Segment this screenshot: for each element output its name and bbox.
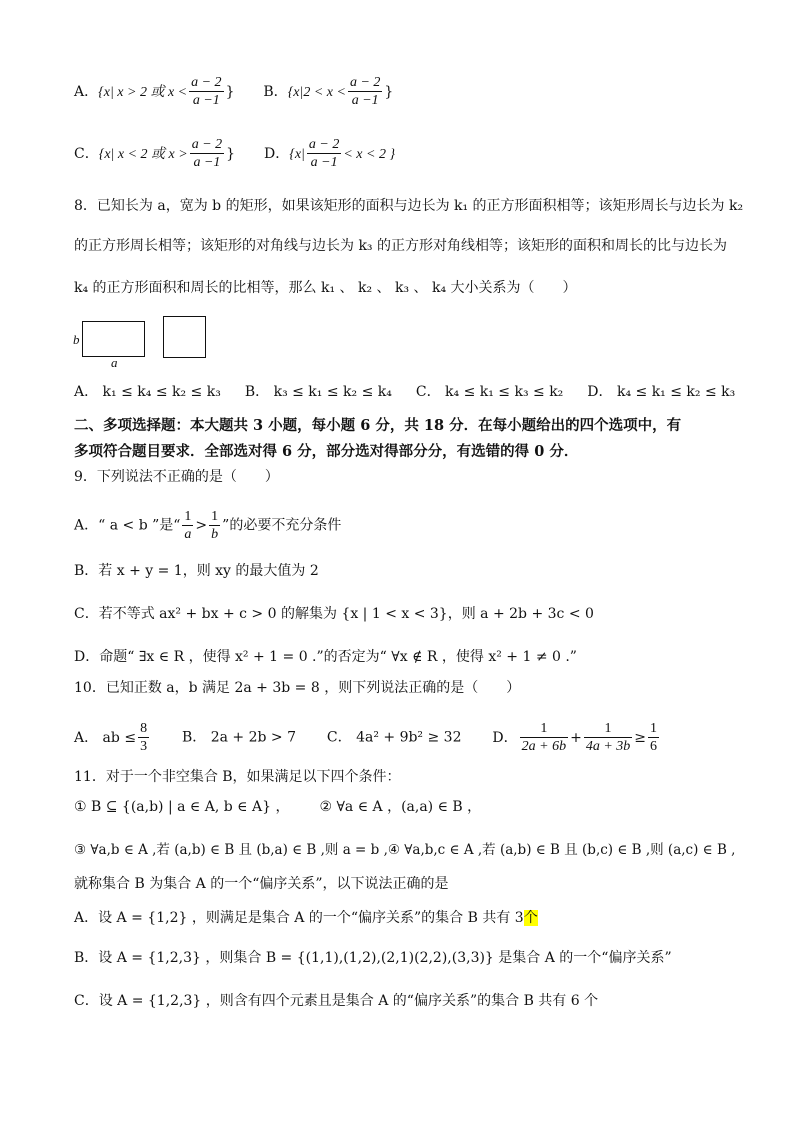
q8-stem-line-1: 8．已知长为 a，宽为 b 的矩形，如果该矩形的面积与边长为 k₁ 的正方形面积相等；该矩形周长与边长为 k₂ [74, 198, 744, 214]
q7-option-c-fraction [190, 136, 224, 171]
q9-stem: 9．下列说法不正确的是（ ） [74, 469, 279, 485]
section-2-heading-line-1: 二、多项选择题：本大题共 3 小题，每小题 6 分，共 18 分．在每小题给出的四个选项中，有 [74, 417, 682, 434]
q7-option-b-label: B． [263, 83, 288, 100]
q11-stem: 11．对于一个非空集合 B，如果满足以下四个条件： [74, 769, 401, 785]
q9-option-a-post: ”的必要不充分条件 [222, 517, 342, 534]
q7-option-d-pre: {x| [289, 146, 305, 162]
q7-option-d-den: a −1 [310, 155, 338, 170]
q7-options-ab [74, 74, 393, 109]
q7-option-c-pre: {x| x < 2 或 x > [98, 146, 188, 162]
q7-option-a-post: } [225, 83, 235, 100]
q8-square [163, 316, 206, 358]
q10-option-a-frac [138, 720, 149, 755]
q9-option-a-frac1 [182, 508, 193, 543]
q11-condition-2: ② ∀a ∈ A ，(a,a) ∈ B ， [319, 799, 482, 815]
section-2-heading-line-2: 多项符合题目要求．全部选对得 6 分，部分选对得部分分，有选错的得 0 分． [74, 443, 579, 460]
q11-option-c: C．设 A = {1,2,3} ，则含有四个元素且是集合 A 的“偏序关系”的集合 B 共有 6 个 [74, 993, 599, 1009]
q10-option-d-den2: 4a + 3b [585, 739, 631, 754]
q7-option-d-post: < x < 2 } [343, 146, 396, 162]
q10-option-d-frac1 [520, 720, 568, 755]
q10-option-d-num3: 1 [650, 721, 658, 736]
q8-options [74, 382, 735, 402]
q8-option-b: B． k₃ ≤ k₁ ≤ k₂ ≤ k₄ [244, 384, 392, 400]
q7-option-b-pre: {x|2 < x < [287, 84, 346, 100]
q11-option-a-highlight: 个 [523, 910, 538, 926]
q10-option-d-num2: 1 [584, 720, 632, 738]
q10-option-d-den1: 2a + 6b [521, 739, 567, 754]
q10-option-a [74, 721, 151, 754]
q10-options [74, 720, 661, 755]
q9-option-a-den2: b [211, 527, 219, 542]
q7-option-b-post: } [384, 83, 394, 100]
q7-option-a-den: a −1 [192, 93, 220, 108]
q11-conditions-3-4: ③ ∀a,b ∈ A ,若 (a,b) ∈ B 且 (b,a) ∈ B ,则 a = b ,④ ∀a,b,c ∈ A ,若 (a,b) ∈ B 且 (b,c) ∈ B ,则 (a,c) ∈ B , [74, 842, 736, 858]
q10-option-d-frac2 [584, 720, 632, 755]
q11-option-a-text: A．设 A = {1,2} ，则满足是集合 A 的一个“偏序关系”的集合 B 共有 3 [74, 910, 524, 926]
q11-definition: 就称集合 B 为集合 A 的一个“偏序关系”，以下说法正确的是 [74, 876, 449, 892]
q7-option-c [74, 137, 240, 170]
q11-option-a [74, 908, 538, 928]
q9-option-a-frac2 [209, 508, 220, 543]
q9-option-a-den1: a [184, 527, 192, 542]
q10-option-d-frac3 [648, 720, 659, 755]
q8-option-d: D． k₄ ≤ k₁ ≤ k₂ ≤ k₃ [587, 384, 736, 400]
q10-stem: 10．已知正数 a，b 满足 2a + 3b = 8 ，则下列说法正确的是（ ） [74, 680, 521, 696]
q10-option-d-num1: 1 [520, 720, 568, 738]
q10-option-d [492, 721, 661, 754]
q10-option-a-den: 3 [140, 739, 148, 754]
q10-option-c: C． 4a² + 9b² ≥ 32 [326, 729, 462, 746]
q10-option-d-plus: + [570, 729, 582, 746]
q10-option-d-label: D． [492, 729, 518, 746]
q9-option-b: B．若 x + y = 1，则 xy 的最大值为 2 [74, 563, 319, 579]
q11-option-b: B．设 A = {1,2,3} ，则集合 B = {(1,1),(1,2),(2,1)(2,2),(3,3)} 是集合 A 的一个“偏序关系” [74, 950, 672, 966]
q8-option-a: A． k₁ ≤ k₄ ≤ k₂ ≤ k₃ [74, 384, 221, 400]
q7-option-c-den: a −1 [193, 155, 221, 170]
q7-option-d-fraction [307, 136, 341, 171]
q7-option-b-fraction [348, 74, 382, 109]
q8-stem-line-3: k₄ 的正方形面积和周长的比相等，那么 k₁ 、 k₂ 、 k₃ 、 k₄ 大小关系为（ ） [74, 280, 577, 296]
q7-option-b-num: a − 2 [349, 75, 381, 90]
q9-option-a-num1: 1 [184, 509, 192, 524]
q7-option-a [74, 75, 239, 108]
q7-option-a-label: A． [74, 83, 99, 100]
q7-option-a-num: a − 2 [191, 75, 222, 90]
q8-stem-line-2: 的正方形周长相等；该矩形的对角线与边长为 k₃ 的正方形对角线相等；该矩形的面积和周长的比与边长为 [74, 238, 727, 254]
q7-options-cd [74, 136, 395, 171]
q9-option-a-pre: A．“ a < b ”是“ [74, 517, 181, 534]
q8-option-c: C． k₄ ≤ k₁ ≤ k₃ ≤ k₂ [415, 384, 564, 400]
q10-option-a-num: 8 [140, 721, 148, 736]
q9-option-a-num2: 1 [211, 509, 219, 524]
q8-figure-label-a: a [111, 355, 118, 370]
q9-option-d: D．命题“ ∃x ∈ R ，使得 x² + 1 = 0 .”的否定为“ ∀x ∉ R ，使得 x² + 1 ≠ 0 .” [74, 649, 577, 665]
q7-option-a-fraction [189, 74, 223, 109]
q7-option-d [263, 137, 396, 170]
q8-rectangle [82, 321, 145, 357]
q10-option-d-den3: 6 [650, 739, 658, 754]
q7-option-a-pre: {x| x > 2 或 x < [98, 84, 188, 100]
q11-condition-1: ① B ⊆ {(a,b) | a ∈ A, b ∈ A} ， [74, 799, 290, 815]
q7-option-d-label: D． [263, 145, 290, 162]
q7-option-c-post: } [226, 145, 236, 162]
q7-option-c-num: a − 2 [191, 137, 223, 152]
q8-figure-label-b: b [73, 332, 80, 347]
q9-option-a-gt: > [195, 517, 208, 534]
q9-option-c: C．若不等式 ax² + bx + c > 0 的解集为 {x | 1 < x < 3}，则 a + 2b + 3c < 0 [74, 606, 594, 622]
q7-option-c-label: C． [74, 145, 99, 162]
q7-option-b-den: a −1 [351, 93, 379, 108]
q7-option-d-num: a − 2 [308, 137, 340, 152]
q10-option-b: B． 2a + 2b > 7 [181, 729, 296, 746]
q10-option-a-pre: A． ab ≤ [74, 729, 137, 746]
q11-conditions-1-2 [74, 797, 481, 817]
q9-option-a [74, 508, 341, 543]
q7-option-b [263, 75, 394, 108]
q10-option-d-ge: ≥ [634, 729, 647, 746]
